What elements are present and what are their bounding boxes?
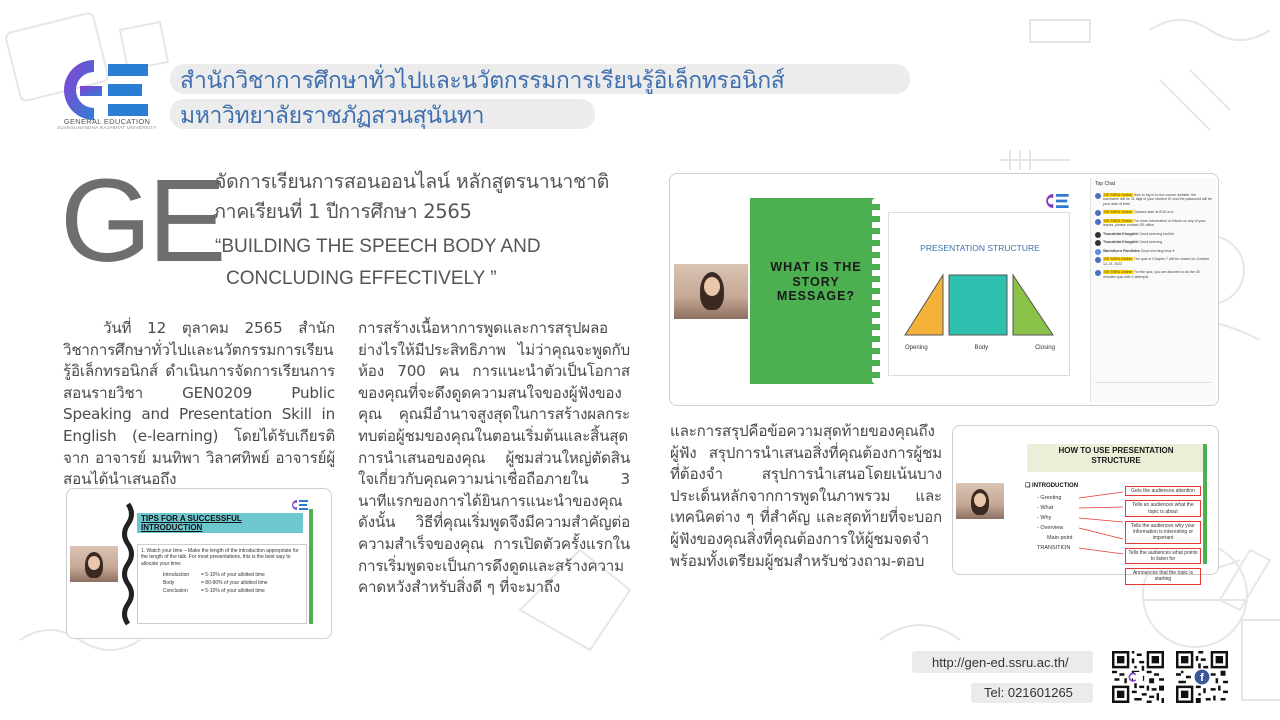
tips-row: Conclusion = 5-10% of your allotted time [163,588,265,595]
webcam-thumbnail [956,483,1004,519]
webcam-thumbnail [70,546,118,582]
tips-slide-title: TIPS FOR A SUCCESSFUL INTRODUCTION [141,514,242,532]
howto-items: - Greeting - What - Why - Overview Main point TRANSITION [1037,495,1073,551]
svg-text:f: f [1200,672,1204,685]
screenshot-tips-slide [66,488,332,639]
chat-message: GE SSRU Online For the quiz, you are allowed to do the 30 minutes quiz with 2 attempts [1095,270,1212,279]
tips-slide-logo-icon [289,499,309,511]
tips-green-bar [309,509,313,624]
quote-line-1: “BUILDING THE SPEECH BODY AND [215,236,541,257]
page-title-line-1: สำนักวิชาการศึกษาทั่วไปและนวัตกรรมการเรียนรู้อิเล็กทรอนิกส์ [180,68,785,94]
chat-message: Thanakrita Khaypitel Good morning [1095,240,1212,244]
chat-message: Warinthorn Pandhitra Good morning krua ♥ [1095,249,1212,253]
structure-slide-title: PRESENTATION STRUCTURE [920,243,1040,253]
howto-title-box [1027,444,1205,472]
howto-section: ❑ INTRODUCTION [1025,483,1079,489]
qr-code-facebook[interactable] [1176,651,1228,703]
live-chat-panel[interactable] [1090,178,1216,402]
qr-code-website[interactable] [1112,651,1164,703]
tips-row: Introduction = 5-10% of your allotted time [163,571,265,578]
headline-line-1: จัดการเรียนการสอนออนไลน์ หลักสูตรนานาชาติ [215,170,609,193]
label-opening: Opening [905,345,928,351]
chat-input[interactable] [1095,382,1211,394]
article-paragraph-3: และการสรุปคือข้อความสุดท้ายของคุณถึงผู้ฟัง สรุปการนำเสนอสิ่งที่คุณต้องการผู้ชมที่ต้องจำ สรุปการนำเสนอโดยเน้นบางประเด็นหลักจากการพูดในภาพรวม และเทคนิคต่าง ๆ ที่สำคัญ และสุดท้ายที่จะบอกผู้ฟังของคุณสิ่งที่คุณต้องการให้ผู้ชมจดจำ พร้อมทั้งเตรียมผู้ชมสำหรับช่วงถาม-ตอบ [670,422,942,570]
webcam-thumbnail [674,264,748,319]
chat-message: GE SSRU Online Classes start at 8:30 a.m. [1095,210,1212,214]
tips-row: Body = 80-90% of your allotted time [163,580,268,586]
label-body: Body [974,345,989,351]
ge-big-letters: GE [60,155,223,287]
page-title-line-2: มหาวิทยาลัยราชภัฏสวนสุนันทา [180,103,485,129]
tips-content-box [137,544,307,624]
chat-header[interactable]: Top Chat [1095,181,1116,187]
howto-slide-title: HOW TO USE PRESENTATION STRUCTURE [1058,446,1174,465]
howto-arrows [1079,490,1129,570]
structure-labels [905,345,1055,351]
structure-logo-icon [1042,192,1070,210]
howto-green-bar [1203,444,1207,564]
slide-curl-decoration [121,504,135,624]
telephone: Tel: 021601265 [984,685,1073,700]
chat-message: GE SSRU Online The quiz of Chapter 7 will be closed on October 12-19, 2022 [1095,257,1212,266]
logo-caption: GENERAL EDUCATION SUANSUNANDHA RAJABHAT UNIVERSITY [57,117,157,131]
how-to-slide [1007,434,1215,583]
structure-shapes [905,275,1055,335]
label-closing: Closing [1034,345,1055,351]
screenshot-how-to-use-slide [952,425,1219,583]
heart-icon: ♥ [1172,248,1175,253]
howto-notes: Gets the audiences attention Tells an audiences what the topic is about Tells the audiences why your information is interesting or important Tells the audiences what points to listen for Announces that the topic is starting [1125,486,1201,585]
website-link[interactable]: http://gen-ed.ssru.ac.th/ [932,655,1069,670]
structure-slide [888,212,1070,376]
tips-slide [121,499,329,629]
quote-line-2: CONCLUDING EFFECTIVELY ” [226,268,497,289]
tips-bullet: 1. Watch your time – Make the length of the introduction appropriate for the length of the talk. For most presentations, this is the best way to allocate your time: [141,548,299,567]
tips-rows [141,572,303,595]
chat-message: Thanakrita Khaypitel Good morning krukhh [1095,232,1212,236]
chat-message: GE SSRU Online For more information or inform us any of your issues, please contact GE office [1095,219,1212,228]
story-panel-edge [872,198,880,384]
story-message-text: WHAT IS THE STORY MESSAGE? [770,260,862,303]
article-paragraph-1: วันที่ 12 ตุลาคม 2565 สำนักวิชาการศึกษาทั่วไปและนวัตกรรมการเรียนรู้อิเล็กทรอนิกส์ ดำเนินการจัดการเรียนการสอนรายวิชา GEN0209 Public Speaking and Presentation Skill in English (e-learning) โดยได้รับเกียรติจาก อาจารย์ มนทิพา วิลาศทิพย์ อาจารย์ผู้สอนได้นำเสนอถึง [63,319,335,489]
howto-left-column [1025,482,1087,553]
screenshot-presentation-structure [669,173,1219,406]
tips-title-box [137,513,303,533]
chat-message: GE SSRU Online How to log in to the course website, the username will be 11 digit of your student ID and the password will be your date of birth [1095,193,1212,206]
story-green-panel [750,198,876,384]
headline-line-2: ภาคเรียนที่ 1 ปีการศึกษา 2565 [213,200,472,223]
article-paragraph-2: การสร้างเนื้อหาการพูดและการสรุปผลอย่างไรให้มีประสิทธิภาพ ไม่ว่าคุณจะพูดกับห้อง 700 คน การแนะนำตัวเป็นโอกาสของคุณที่จะดึงดูดความสนใจของผู้ฟังของคุณ คุณมีอำนาจสูงสุดในการสร้างผลกระทบต่อผู้ชมของคุณในตอนเริ่มต้นและสิ้นสุดการนำเสนอของคุณ ผู้ชมส่วนใหญ่ตัดสินใจเกี่ยวกับคุณความน่าเชื่อถือภายใน 3 นาทีแรกของการได้ยินการแนะนำของคุณดังนั้น วิธีที่คุณเริ่มพูดจึงมีความสำคัญต่อความสำเร็จของคุณ การเปิดตัวครั้งแรกในการเริ่มพูดจะเป็นการดึงดูดและสร้างความคาดหวังสำหรับสิ่งดี ๆ ที่จะมาถึง [358,319,630,597]
